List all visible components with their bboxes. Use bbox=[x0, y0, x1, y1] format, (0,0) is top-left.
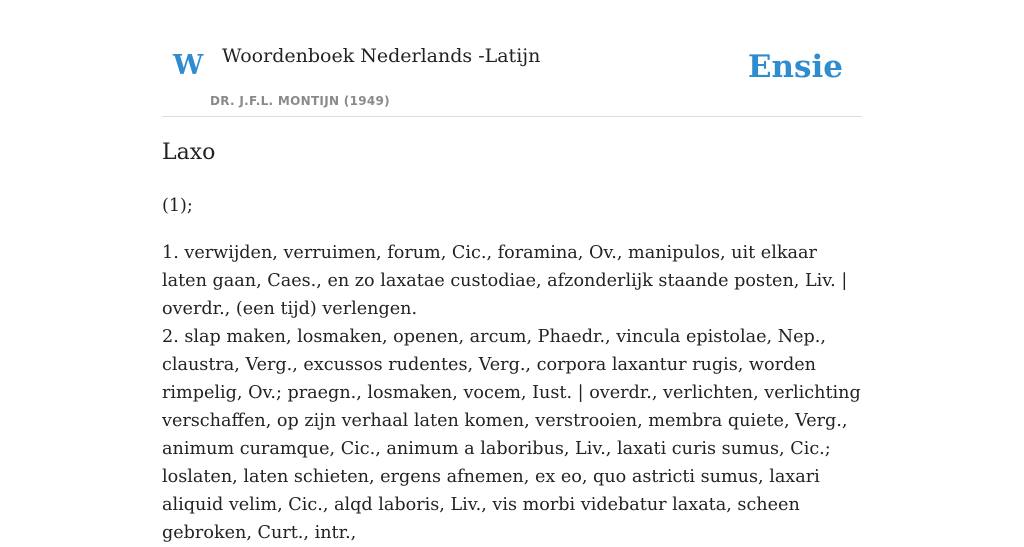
entry-body bbox=[162, 192, 867, 547]
entry-sense-1: 1. verwijden, verruimen, forum, Cic., foramina, Ov., manipulos, uit elkaar laten gaan, Caes., en zo laxatae custodiae, afzonderlijk staande posten, Liv. | overdr., (een tijd) verlengen. bbox=[162, 243, 848, 319]
dictionary-logo[interactable]: W bbox=[173, 50, 204, 81]
entry-sense-2: 2. slap maken, losmaken, openen, arcum, Phaedr., vincula epistolae, Nep., claustra, Verg., excussos rudentes, Verg., corpora laxantur rugis, worden rimpelig, Ov.; praegn., losmaken, vocem, Iust. | overdr., verlichten, verlichting verschaffen, op zijn verhaal laten komen, verstrooien, membra quiete, Verg., animum curamque, Cic., animum a laboribus, Liv., laxati curis sumus, Cic.; loslaten, laten schieten, ergens afnemen, ex eo, quo astricti sumus, laxari aliquid velim, Cic., alqd laboris, Liv., vis morbi videbatur laxata, scheen gebroken, Curt., intr., bbox=[162, 327, 861, 543]
entry-conjugation: (1); bbox=[162, 196, 193, 216]
dictionary-title[interactable]: Woordenboek Nederlands -Latijn bbox=[222, 45, 541, 67]
site-header bbox=[162, 0, 862, 117]
entry-headword: Laxo bbox=[162, 140, 216, 165]
ensie-brand-logo[interactable]: Ensie bbox=[747, 49, 843, 85]
dictionary-author: DR. J.F.L. MONTIJN (1949) bbox=[210, 94, 390, 108]
